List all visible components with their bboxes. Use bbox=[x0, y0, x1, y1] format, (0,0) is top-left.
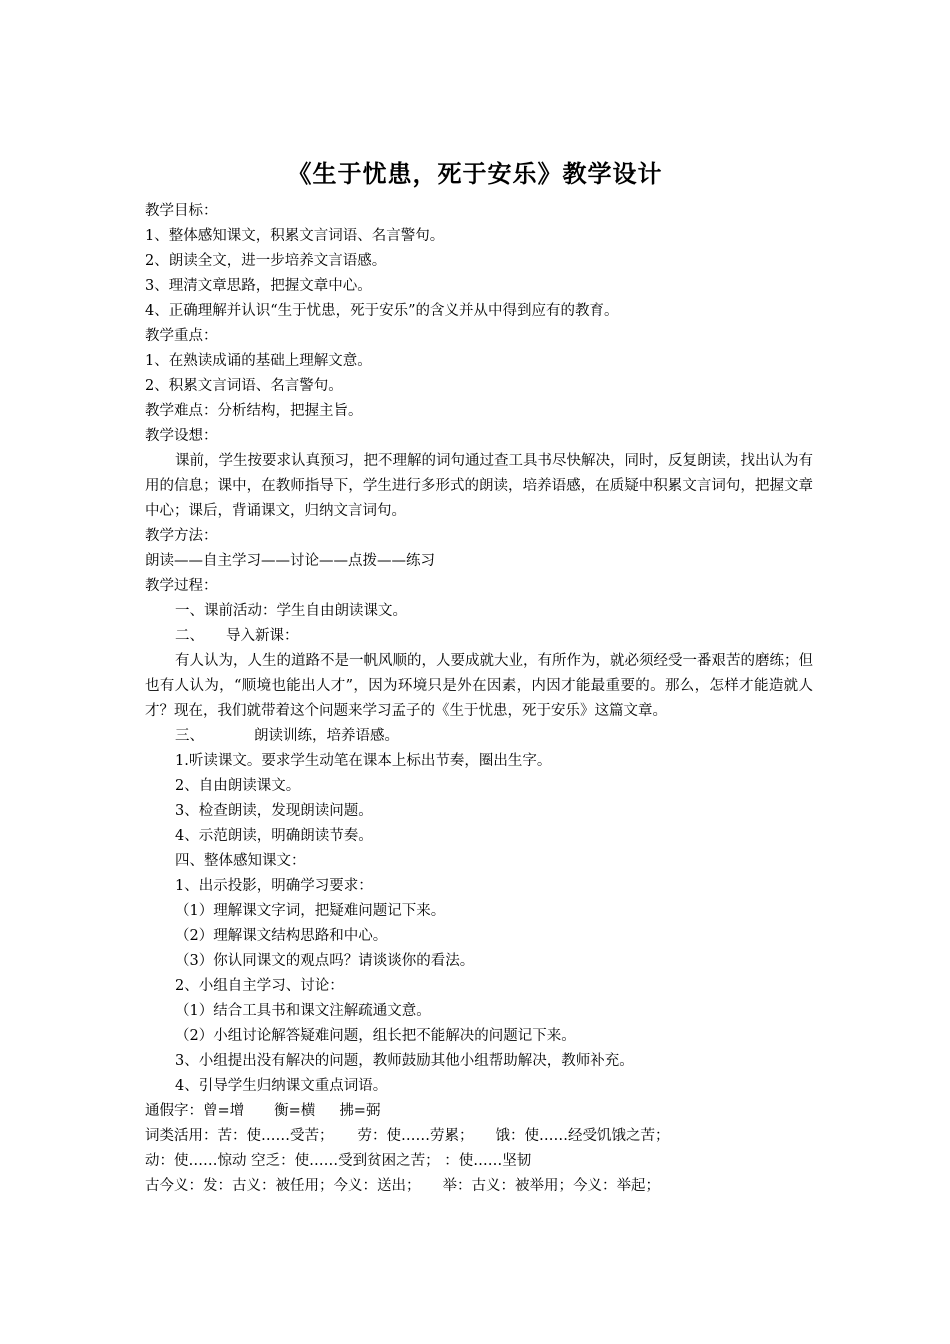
step-text: 导入新课： bbox=[226, 628, 299, 644]
tongjia-line bbox=[145, 1099, 813, 1124]
step4-item: 1、出示投影，明确学习要求： bbox=[175, 878, 373, 894]
gujin-entry: 举：古义：被举用；今义：举起； bbox=[442, 1178, 660, 1194]
tongjia-entry: 拂=弼 bbox=[339, 1103, 381, 1119]
design-paragraph: 课前，学生按要求认真预习，把不理解的词句通过查工具书尽快解决，同时，反复朗读，找出认为有用的信息；课中，在教师指导下，学生进行多形式的朗读，培养语感，在质疑中积累文言词句，把握文章中心；课后，背诵课文，归纳文言词句。 bbox=[145, 453, 813, 519]
step4-item: （2）理解课文结构思路和中心。 bbox=[175, 928, 388, 944]
key-points-heading: 教学重点： bbox=[145, 328, 218, 344]
tongjia-entry: 衡=横 bbox=[274, 1103, 316, 1119]
cilei-entry: 饿：使……经受饥饿之苦； bbox=[495, 1128, 670, 1144]
difficulty-line: 教学难点：分析结构，把握主旨。 bbox=[145, 403, 363, 419]
key-point-item: 1、在熟读成诵的基础上理解文意。 bbox=[145, 353, 372, 369]
process-step-1: 一、课前活动：学生自由朗读课文。 bbox=[175, 603, 407, 619]
step4-item: 3、小组提出没有解决的问题，教师鼓励其他小组帮助解决，教师补充。 bbox=[175, 1053, 634, 1069]
cilei-entry: 劳：使……劳累； bbox=[357, 1128, 474, 1144]
document-body bbox=[145, 199, 813, 1199]
step4-item: （1）结合工具书和课文注解疏通文意。 bbox=[175, 1003, 431, 1019]
step-text: 朗读训练，培养语感。 bbox=[254, 728, 399, 744]
step4-item: （2）小组讨论解答疑难问题，组长把不能解决的问题记下来。 bbox=[175, 1028, 576, 1044]
intro-paragraph: 有人认为，人生的道路不是一帆风顺的，人要成就大业，有所作为，就必须经受一番艰苦的磨练；但也有人认为，“顺境也能出人才”，因为环境只是外在因素，内因才能最重要的。那么，怎样才能造就人才？现在，我们就带着这个问题来学习孟子的《生于忧患，死于安乐》这篇文章。 bbox=[145, 653, 813, 719]
step3-item: 1.听读课文。要求学生动笔在课本上标出节奏，圈出生字。 bbox=[175, 753, 552, 769]
process-heading: 教学过程： bbox=[145, 578, 218, 594]
process-step-4: 四、整体感知课文： bbox=[175, 853, 306, 869]
objective-item: 4、正确理解并认识“生于忧患，死于安乐”的含义并从中得到应有的教育。 bbox=[145, 303, 619, 319]
key-point-item: 2、积累文言词语、名言警句。 bbox=[145, 378, 343, 394]
objectives-heading: 教学目标： bbox=[145, 203, 218, 219]
tongjia-label: 通假字： bbox=[145, 1103, 203, 1119]
objective-item: 1、整体感知课文，积累文言词语、名言警句。 bbox=[145, 228, 445, 244]
step4-item: （3）你认同课文的观点吗？请谈谈你的看法。 bbox=[175, 953, 475, 969]
step3-item: 3、检查朗读，发现朗读问题。 bbox=[175, 803, 373, 819]
tongjia-entry: 曾=增 bbox=[203, 1103, 245, 1119]
step3-item: 2、自由朗读课文。 bbox=[175, 778, 301, 794]
document-title: 《生于忧患，死于安乐》教学设计 bbox=[287, 159, 663, 188]
step-number: 三、 bbox=[175, 728, 204, 744]
process-step-3 bbox=[145, 724, 813, 749]
design-heading: 教学设想： bbox=[145, 428, 218, 444]
cilei-line-1 bbox=[145, 1124, 813, 1149]
method-heading: 教学方法： bbox=[145, 528, 218, 544]
gujin-line bbox=[145, 1174, 813, 1199]
objective-item: 3、理清文章思路，把握文章中心。 bbox=[145, 278, 372, 294]
process-step-2 bbox=[145, 624, 813, 649]
method-text: 朗读——自主学习——讨论——点拨——练习 bbox=[145, 553, 435, 569]
step4-item: 4、引导学生归纳课文重点词语。 bbox=[175, 1078, 388, 1094]
gujin-entry: 古今义：发：古义：被任用；今义：送出； bbox=[145, 1178, 421, 1194]
step-number: 二、 bbox=[175, 628, 204, 644]
cilei-entry: 词类活用：苦：使……受苦； bbox=[145, 1128, 334, 1144]
step4-item: （1）理解课文字词，把疑难问题记下来。 bbox=[175, 903, 446, 919]
step3-item: 4、示范朗读，明确朗读节奏。 bbox=[175, 828, 373, 844]
step4-item: 2、小组自主学习、讨论： bbox=[175, 978, 344, 994]
cilei-line-2: 动：使……惊动 空乏：使……受到贫困之苦； ：使……坚韧 bbox=[145, 1153, 532, 1169]
objective-item: 2、朗读全文，进一步培养文言语感。 bbox=[145, 253, 387, 269]
